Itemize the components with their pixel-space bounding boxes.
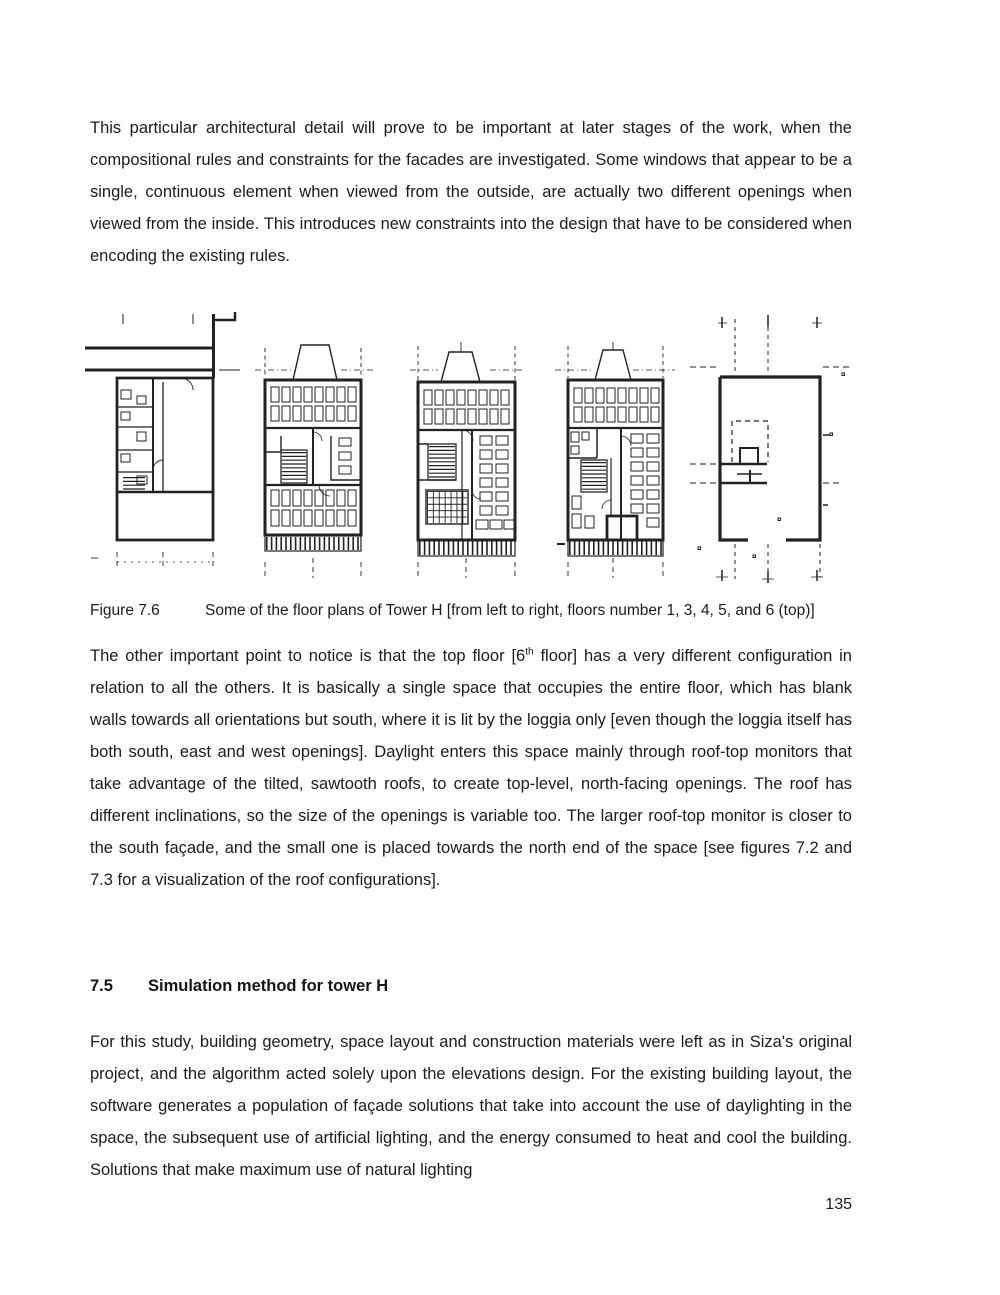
paragraph-top-floor-start: The other important point to notice is that the top floor [6 bbox=[90, 647, 526, 665]
section-title: Simulation method for tower H bbox=[148, 977, 389, 995]
building-outline bbox=[418, 382, 515, 540]
page-number: 135 bbox=[825, 1196, 852, 1213]
loggia-hatch bbox=[418, 540, 515, 556]
street-walls bbox=[85, 312, 240, 378]
loggia-hatch bbox=[568, 540, 663, 556]
section-number: 7.5 bbox=[90, 977, 113, 995]
room-fixtures bbox=[121, 390, 147, 484]
desks bbox=[424, 390, 516, 529]
floor-plan-floor-1 bbox=[85, 312, 240, 582]
figure-7-6-floor-plans bbox=[85, 312, 855, 594]
figure-caption bbox=[90, 602, 852, 620]
figure-caption-label: Figure 7.6 bbox=[90, 602, 160, 619]
bay-trapezoid bbox=[595, 350, 631, 380]
paragraph-simulation-method: For this study, building geometry, space layout and construction materials were left as in Siza's original project, and the algorithm acted solely upon the elevations design. For the existing building layout, the software generates a population of façade solutions that take into account the use of daylighting in the space, the subsequent use of artificial lighting, and the energy consumed to heat and cool the building. Solutions that make maximum use of natural lighting bbox=[90, 1033, 852, 1179]
stair bbox=[428, 444, 456, 480]
floor-plan-floor-4 bbox=[410, 340, 525, 580]
building-outline bbox=[720, 377, 820, 540]
stair bbox=[581, 460, 607, 492]
door-arcs bbox=[153, 378, 193, 470]
bay-trapezoid bbox=[293, 345, 337, 380]
section-heading-7-5 bbox=[90, 977, 388, 996]
floor-plan-floor-6-top bbox=[690, 315, 855, 585]
paragraph-architectural-detail: This particular architectural detail will prove to be important at later stages of the work, when the compositional rules and constraints for the facades are investigated. Some windows that appear to be a single, continuous element when viewed from the outside, are actually two different openings when viewed from the inside. This introduces new constraints into the design that have to be considered when encoding the existing rules. bbox=[90, 119, 852, 265]
paragraph-top-floor-rest: floor] has a very different configuration in relation to all the others. It is basically a single space that occupies the entire floor, which has blank walls towards all orientations but south, where it is lit by the loggia only [even though the loggia itself has both south, east and west openings]. Daylight enters this space mainly through roof-top monitors that take advantage of the tilted, sawtooth roofs, to create top-level, north-facing openings. The roof has different inclinations, so the size of the openings is variable too. The larger roof-top monitor is closer to the south façade, and the small one is placed towards the north end of the space [see figures 7.2 and 7.3 for a visualization of the roof configurations]. bbox=[90, 647, 852, 889]
bay-trapezoid bbox=[441, 352, 480, 382]
door-arcs bbox=[602, 436, 631, 509]
paragraph-top-floor bbox=[90, 640, 852, 896]
door-arcs bbox=[313, 432, 330, 496]
building-outline bbox=[117, 378, 213, 540]
floor-plan-floor-5 bbox=[555, 340, 675, 580]
stair bbox=[281, 450, 307, 483]
construction-lines bbox=[690, 319, 852, 579]
ordinal-superscript: th bbox=[525, 646, 534, 658]
floor-plan-floor-3 bbox=[255, 340, 375, 585]
dashed-partition bbox=[732, 421, 768, 462]
figure-caption-text: Some of the floor plans of Tower H [from left to right, floors number 1, 3, 4, 5, and 6 (top)] bbox=[205, 602, 815, 619]
loggia-hatch bbox=[265, 536, 361, 551]
